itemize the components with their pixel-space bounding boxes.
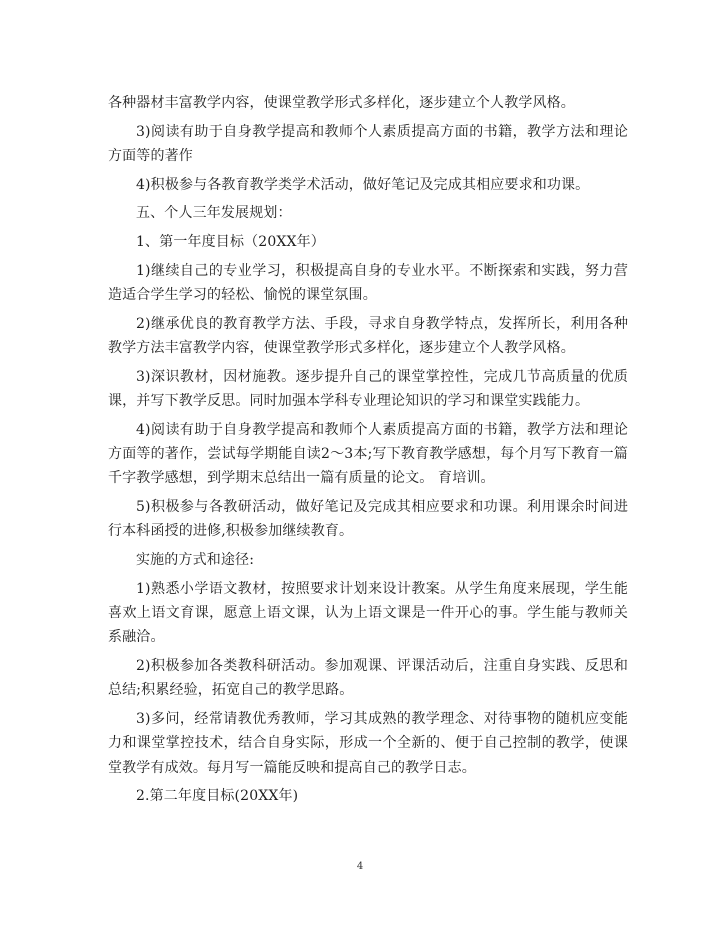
paragraph-item: 2)继承优良的教育教学方法、手段，寻求自身教学特点，发挥所长，利用各种教学方法丰富教学内容，使课堂教学形式多样化，逐步建立个人教学风格。 [108,315,628,357]
paragraph-item: 3)多问，经常请教优秀教师，学习其成熟的教学理念、对待事物的随机应变能力和课堂掌控技术，结合自身实际，形成一个全新的、便于自己控制的教学，使课堂教学有成效。每月写一篇能反映和提高自己的教学日志。 [108,710,628,776]
paragraph-item: 1)继续自己的专业学习，积极提高自身的专业水平。不断探索和实践，努力营造适合学生学习的轻松、愉悦的课堂氛围。 [108,262,628,304]
paragraph-item: 5)积极参与各教研活动，做好笔记及完成其相应要求和功课。利用课余时间进行本科函授的进修,积极参加继续教育。 [108,498,628,540]
paragraph-item: 4)积极参与各教育教学类学术活动，做好笔记及完成其相应要求和功课。 [136,176,590,193]
paragraph-item: 3)深识教材，因材施教。逐步提升自己的课堂掌控性，完成几节高质量的优质课，并写下教学反思。同时加强本学科专业理论知识的学习和课堂实践能力。 [108,368,628,409]
subsection-heading: 2.第二年度目标(20XX年) [136,788,299,805]
subsection-heading: 实施的方式和途径: [136,551,255,568]
paragraph-item: 2)积极参加各类教科研活动。参加观课、评课活动后，注重自身实践、反思和总结;积累经验，拓宽自己的教学思路。 [108,657,628,699]
paragraph-item: 1)熟悉小学语文教材，按照要求计划来设计教案。从学生角度来展现，学生能喜欢上语文育课，愿意上语文课，认为上语文课是一件开心的事。学生能与教师关系融洽。 [108,580,628,646]
subsection-heading: 1、第一年度目标（20XX年） [136,234,325,251]
section-heading: 五、个人三年发展规划： [136,205,292,222]
paragraph-continuation: 各种器材丰富教学内容，使课堂教学形式多样化，逐步建立个人教学风格。 [108,95,575,111]
document-body [108,91,628,813]
page-number: 4 [356,861,364,872]
paragraph-item: 4)阅读有助于自身教学提高和教师个人素质提高方面的书籍，教学方法和理论方面等的著作，尝试每学期能自读2～3本;写下教育教学感想，每个月写下教育一篇千字教学感想，到学期末总结出一篇有质量的论文。 育培训。 [108,421,628,487]
paragraph-item: 3)阅读有助于自身教学提高和教师个人素质提高方面的书籍，教学方法和理论方面等的著作 [108,123,628,164]
